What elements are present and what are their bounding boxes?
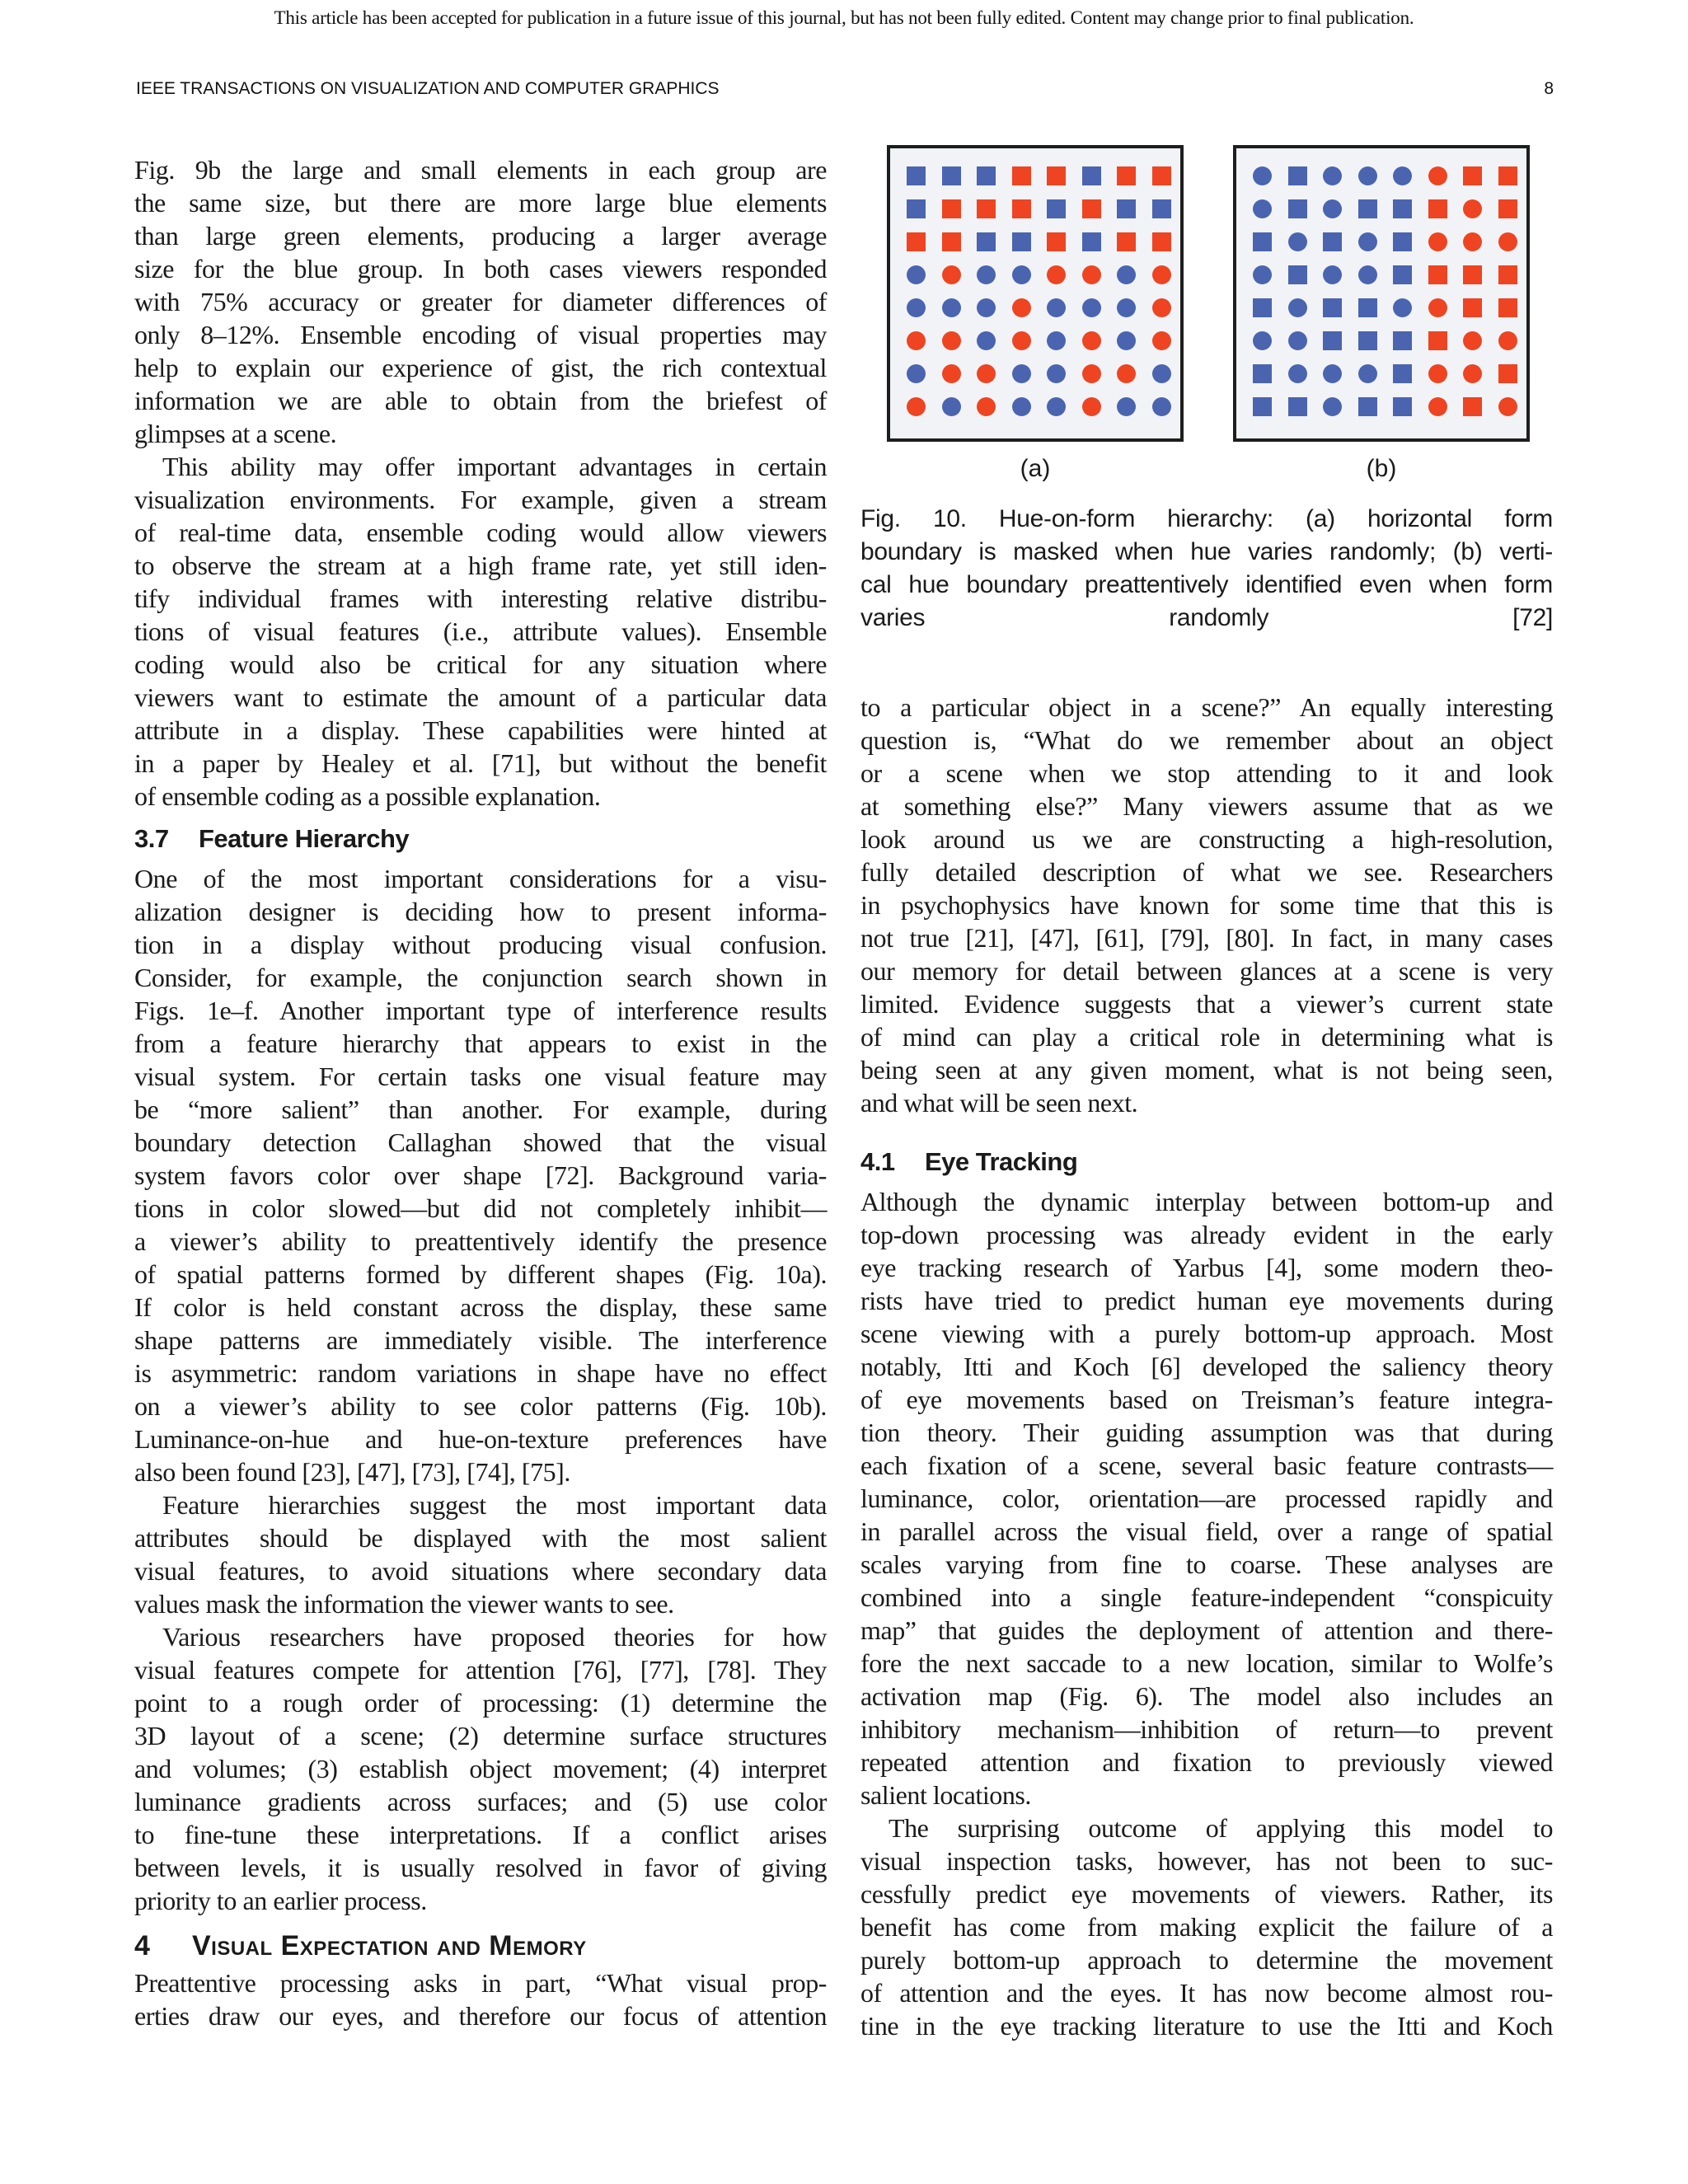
square-glyph-icon	[1393, 364, 1412, 383]
circle-glyph-icon	[1253, 199, 1272, 218]
text-line: scales varying from fine to coarse. These analyses are	[860, 1549, 1553, 1579]
text-line: fully detailed description of what we see. Researchers	[860, 857, 1553, 887]
text-line: Consider, for example, the conjunction search shown in	[134, 963, 827, 992]
text-line: This ability may offer important advantages in certain	[162, 452, 827, 481]
square-glyph-icon	[1463, 166, 1482, 185]
circle-glyph-icon	[907, 364, 926, 383]
text-line: priority to an earlier process.	[134, 1886, 427, 1915]
square-glyph-icon	[1253, 298, 1272, 317]
circle-glyph-icon	[1288, 331, 1307, 350]
square-glyph-icon	[1047, 166, 1066, 185]
square-glyph-icon	[942, 166, 961, 185]
circle-glyph-icon	[1498, 397, 1517, 416]
square-glyph-icon	[1358, 397, 1377, 416]
text-line: of spatial patterns formed by different shapes (Fig. 10a).	[134, 1259, 827, 1289]
square-glyph-icon	[1428, 265, 1447, 284]
circle-glyph-icon	[1117, 298, 1136, 317]
circle-glyph-icon	[1288, 364, 1307, 383]
text-line: map” that guides the deployment of attention and there-	[860, 1615, 1553, 1645]
circle-glyph-icon	[1012, 397, 1031, 416]
text-line: system favors color over shape [72]. Background varia-	[134, 1160, 827, 1190]
text-line: information we are able to obtain from the briefest of	[134, 386, 827, 415]
square-glyph-icon	[1323, 298, 1342, 317]
text-line: of eye movements based on Treisman’s feature integra-	[860, 1385, 1553, 1414]
square-glyph-icon	[1393, 232, 1412, 251]
text-line: question is, “What do we remember about an object	[860, 725, 1553, 755]
text-line: be “more salient” than another. For example, during	[134, 1094, 827, 1124]
square-glyph-icon	[1152, 232, 1171, 251]
text-line: tion in a display without producing visual confusion.	[134, 930, 827, 959]
circle-glyph-icon	[1082, 364, 1101, 383]
text-line: help to explain our experience of gist, the rich contextual	[134, 353, 827, 382]
paragraph	[134, 1620, 827, 1917]
shape-grid-b	[1253, 166, 1517, 416]
section-heading-3-7	[134, 823, 827, 855]
text-line: eye tracking research of Yarbus [4], some modern theo-	[860, 1253, 1553, 1282]
circle-glyph-icon	[1012, 364, 1031, 383]
text-line: the same size, but there are more large blue elements	[134, 188, 827, 218]
text-line: If color is held constant across the display, these same	[134, 1292, 827, 1322]
publication-notice: This article has been accepted for publication in a future issue of this journal, but has not been fully edited. Content may change prior to final publication.	[274, 7, 1414, 28]
square-glyph-icon	[1082, 199, 1101, 218]
section-title: Eye Tracking	[925, 1147, 1078, 1176]
circle-glyph-icon	[1253, 166, 1272, 185]
square-glyph-icon	[1117, 199, 1136, 218]
circle-glyph-icon	[1428, 166, 1447, 185]
circle-glyph-icon	[907, 298, 926, 317]
text-line: The surprising outcome of applying this model to	[889, 1813, 1553, 1843]
journal-title: IEEE TRANSACTIONS ON VISUALIZATION AND COMPUTER GRAPHICS	[136, 79, 720, 98]
text-line: values mask the information the viewer wants to see.	[134, 1589, 674, 1619]
text-line: also been found [23], [47], [73], [74], [75].	[134, 1457, 570, 1487]
circle-glyph-icon	[1253, 265, 1272, 284]
text-line: visual features, to avoid situations where secondary data	[134, 1556, 827, 1586]
text-line: and volumes; (3) establish object movement; (4) interpret	[134, 1754, 827, 1783]
text-line: cessfully predict eye movements of viewers. Rather, its	[860, 1879, 1553, 1909]
text-line: than large green elements, producing a larger average	[134, 221, 827, 251]
text-line: of mind can play a critical role in determining what is	[860, 1022, 1553, 1052]
circle-glyph-icon	[1323, 265, 1342, 284]
text-line: activation map (Fig. 6). The model also includes an	[860, 1681, 1553, 1711]
circle-glyph-icon	[1082, 397, 1101, 416]
square-glyph-icon	[1288, 265, 1307, 284]
circle-glyph-icon	[1117, 364, 1136, 383]
square-glyph-icon	[907, 232, 926, 251]
page-number: 8	[1544, 79, 1554, 98]
shape-grid-a	[907, 166, 1171, 416]
text-line: of attention and the eyes. It has now become almost rou-	[860, 1978, 1553, 2008]
square-glyph-icon	[977, 232, 996, 251]
circle-glyph-icon	[1012, 298, 1031, 317]
circle-glyph-icon	[1152, 397, 1171, 416]
square-glyph-icon	[1253, 232, 1272, 251]
text-line: coding would also be critical for any situation where	[134, 649, 827, 679]
circle-glyph-icon	[1012, 265, 1031, 284]
section-heading-4-1	[860, 1146, 1553, 1179]
square-glyph-icon	[1253, 397, 1272, 416]
text-line: to observe the stream at a high frame rate, yet still iden-	[134, 551, 827, 580]
circle-glyph-icon	[1323, 166, 1342, 185]
circle-glyph-icon	[1498, 331, 1517, 350]
circle-glyph-icon	[942, 298, 961, 317]
circle-glyph-icon	[1047, 265, 1066, 284]
circle-glyph-icon	[977, 265, 996, 284]
section-number: 4.1	[860, 1147, 895, 1176]
circle-glyph-icon	[1082, 298, 1101, 317]
figure-panel-a	[887, 145, 1184, 442]
square-glyph-icon	[1358, 331, 1377, 350]
text-line: look around us we are constructing a high-resolution,	[860, 824, 1553, 854]
circle-glyph-icon	[1428, 364, 1447, 383]
text-line: limited. Evidence suggests that a viewer’s current state	[860, 989, 1553, 1019]
square-glyph-icon	[942, 199, 961, 218]
caption-line: Fig. 10. Hue-on-form hierarchy: (a) horizontal form	[860, 505, 1553, 532]
square-glyph-icon	[1498, 364, 1517, 383]
text-line: Feature hierarchies suggest the most important data	[162, 1490, 827, 1520]
text-line: size for the blue group. In both cases viewers responded	[134, 254, 827, 284]
circle-glyph-icon	[1047, 331, 1066, 350]
square-glyph-icon	[977, 199, 996, 218]
text-line: tions of visual features (i.e., attribute values). Ensemble	[134, 616, 827, 646]
square-glyph-icon	[1428, 199, 1447, 218]
circle-glyph-icon	[1358, 232, 1377, 251]
square-glyph-icon	[907, 166, 926, 185]
circle-glyph-icon	[1152, 298, 1171, 317]
text-line: of real-time data, ensemble coding would allow viewers	[134, 518, 827, 547]
circle-glyph-icon	[1047, 364, 1066, 383]
square-glyph-icon	[1498, 166, 1517, 185]
circle-glyph-icon	[907, 397, 926, 416]
text-line: visual features compete for attention [76], [77], [78]. They	[134, 1655, 827, 1685]
chapter-heading-4	[134, 1927, 827, 1965]
right-column	[860, 691, 1553, 2042]
square-glyph-icon	[1498, 265, 1517, 284]
text-line: rists have tried to predict human eye movements during	[860, 1286, 1553, 1315]
text-line: in psychophysics have known for some time that this is	[860, 890, 1553, 920]
text-line: a viewer’s ability to preattentively identify the presence	[134, 1226, 827, 1256]
text-line: notably, Itti and Koch [6] developed the saliency theory	[860, 1352, 1553, 1381]
square-glyph-icon	[942, 232, 961, 251]
text-line: scene viewing with a purely bottom-up approach. Most	[860, 1319, 1553, 1348]
chapter-number: 4	[134, 1930, 151, 1961]
text-line: purely bottom-up approach to determine the movement	[860, 1945, 1553, 1975]
text-line: between levels, it is usually resolved in favor of giving	[134, 1853, 827, 1882]
text-line: luminance gradients across surfaces; and (5) use color	[134, 1787, 827, 1816]
text-line: is asymmetric: random variations in shape have no effect	[134, 1358, 827, 1388]
square-glyph-icon	[1152, 166, 1171, 185]
text-line: Fig. 9b the large and small elements in each group are	[134, 155, 827, 185]
left-column	[134, 153, 827, 2032]
text-line: not true [21], [47], [61], [79], [80]. In fact, in many cases	[860, 923, 1553, 953]
text-line: or a scene when we stop attending to it and look	[860, 758, 1553, 788]
circle-glyph-icon	[1498, 232, 1517, 251]
section-number: 3.7	[134, 824, 169, 853]
square-glyph-icon	[1428, 331, 1447, 350]
text-line: tion theory. Their guiding assumption was that during	[860, 1418, 1553, 1447]
square-glyph-icon	[1012, 199, 1031, 218]
text-line: with 75% accuracy or greater for diameter differences of	[134, 287, 827, 316]
square-glyph-icon	[1393, 199, 1412, 218]
text-line: alization designer is deciding how to present informa-	[134, 897, 827, 926]
text-line: and what will be seen next.	[860, 1088, 1138, 1118]
square-glyph-icon	[1358, 199, 1377, 218]
text-line: Luminance-on-hue and hue-on-texture preferences have	[134, 1424, 827, 1454]
square-glyph-icon	[1393, 397, 1412, 416]
text-line: Preattentive processing asks in part, “What visual prop-	[134, 1968, 827, 1998]
circle-glyph-icon	[1358, 265, 1377, 284]
circle-glyph-icon	[977, 298, 996, 317]
square-glyph-icon	[1358, 298, 1377, 317]
circle-glyph-icon	[1393, 298, 1412, 317]
circle-glyph-icon	[977, 364, 996, 383]
paragraph	[860, 1811, 1553, 2042]
circle-glyph-icon	[1463, 331, 1482, 350]
circle-glyph-icon	[1082, 265, 1101, 284]
square-glyph-icon	[1463, 298, 1482, 317]
square-glyph-icon	[977, 166, 996, 185]
paragraph	[134, 1966, 827, 2032]
text-line: Various researchers have proposed theories for how	[162, 1622, 827, 1652]
text-line: on a viewer’s ability to see color patterns (Fig. 10b).	[134, 1391, 827, 1421]
circle-glyph-icon	[1323, 199, 1342, 218]
circle-glyph-icon	[1152, 265, 1171, 284]
circle-glyph-icon	[942, 331, 961, 350]
paragraph	[134, 1488, 827, 1620]
paragraph	[134, 153, 827, 450]
square-glyph-icon	[1117, 166, 1136, 185]
square-glyph-icon	[907, 199, 926, 218]
text-line: attribute in a display. These capabilities were hinted at	[134, 715, 827, 745]
square-glyph-icon	[1012, 232, 1031, 251]
text-line: glimpses at a scene.	[134, 419, 337, 448]
text-line: shape patterns are immediately visible. The interference	[134, 1325, 827, 1355]
square-glyph-icon	[1463, 265, 1482, 284]
text-line: in a paper by Healey et al. [71], but without the benefit	[134, 748, 827, 778]
circle-glyph-icon	[1463, 232, 1482, 251]
circle-glyph-icon	[942, 265, 961, 284]
square-glyph-icon	[1393, 265, 1412, 284]
text-line: at something else?” Many viewers assume that as we	[860, 791, 1553, 821]
text-line: to a particular object in a scene?” An equally interesting	[860, 692, 1553, 722]
text-line: luminance, color, orientation—are processed rapidly and	[860, 1483, 1553, 1513]
caption-line: boundary is masked when hue varies randomly; (b) verti-	[860, 538, 1553, 565]
text-line: combined into a single feature-independent “conspicuity	[860, 1582, 1553, 1612]
figure-panel-b	[1233, 145, 1530, 442]
square-glyph-icon	[1047, 232, 1066, 251]
circle-glyph-icon	[1047, 298, 1066, 317]
subfigure-label-a: (a)	[1020, 455, 1051, 482]
circle-glyph-icon	[1358, 364, 1377, 383]
circle-glyph-icon	[1152, 331, 1171, 350]
text-line: 3D layout of a scene; (2) determine surface structures	[134, 1721, 827, 1750]
subfigure-label-b: (b)	[1366, 455, 1397, 482]
text-line: tine in the eye tracking literature to use the Itti and Koch	[860, 2011, 1553, 2041]
circle-glyph-icon	[1117, 331, 1136, 350]
paragraph	[134, 862, 827, 1488]
square-glyph-icon	[1288, 397, 1307, 416]
circle-glyph-icon	[1428, 397, 1447, 416]
text-line: tify individual frames with interesting relative distribu-	[134, 583, 827, 613]
circle-glyph-icon	[907, 265, 926, 284]
text-line: our memory for detail between glances at a scene is very	[860, 956, 1553, 986]
circle-glyph-icon	[1288, 232, 1307, 251]
square-glyph-icon	[1082, 166, 1101, 185]
circle-glyph-icon	[1152, 364, 1171, 383]
square-glyph-icon	[1012, 166, 1031, 185]
text-line: One of the most important considerations for a visu-	[134, 864, 827, 893]
circle-glyph-icon	[1082, 331, 1101, 350]
text-line: visualization environments. For example, given a stream	[134, 485, 827, 514]
square-glyph-icon	[1253, 364, 1272, 383]
caption-line: varies randomly [72]	[860, 604, 1553, 631]
text-line: erties draw our eyes, and therefore our focus of attention	[134, 2001, 827, 2031]
text-line: tions in color slowed—but did not completely inhibit—	[134, 1193, 827, 1223]
circle-glyph-icon	[977, 331, 996, 350]
text-line: from a feature hierarchy that appears to exist in the	[134, 1029, 827, 1058]
circle-glyph-icon	[1117, 397, 1136, 416]
circle-glyph-icon	[1323, 364, 1342, 383]
text-line: being seen at any given moment, what is not being seen,	[860, 1055, 1553, 1085]
text-line: of ensemble coding as a possible explanation.	[134, 781, 601, 811]
chapter-title: Visual Expectation and Memory	[192, 1930, 587, 1961]
circle-glyph-icon	[1288, 298, 1307, 317]
figure-caption	[860, 503, 1553, 635]
square-glyph-icon	[1498, 199, 1517, 218]
circle-glyph-icon	[1323, 397, 1342, 416]
square-glyph-icon	[1288, 199, 1307, 218]
square-glyph-icon	[1323, 331, 1342, 350]
circle-glyph-icon	[907, 331, 926, 350]
circle-glyph-icon	[1428, 232, 1447, 251]
square-glyph-icon	[1393, 331, 1412, 350]
text-line: salient locations.	[860, 1780, 1031, 1810]
text-line: boundary detection Callaghan showed that the visual	[134, 1127, 827, 1157]
running-header	[136, 79, 1554, 99]
square-glyph-icon	[1047, 199, 1066, 218]
section-title: Feature Hierarchy	[199, 824, 410, 853]
text-line: in parallel across the visual field, over a range of spatial	[860, 1516, 1553, 1546]
circle-glyph-icon	[1253, 331, 1272, 350]
circle-glyph-icon	[977, 397, 996, 416]
text-line: visual inspection tasks, however, has not been to suc-	[860, 1846, 1553, 1876]
circle-glyph-icon	[1428, 298, 1447, 317]
text-line: only 8–12%. Ensemble encoding of visual properties may	[134, 320, 827, 349]
square-glyph-icon	[1463, 397, 1482, 416]
circle-glyph-icon	[1047, 397, 1066, 416]
circle-glyph-icon	[1463, 364, 1482, 383]
caption-line: cal hue boundary preattentively identified even when form	[860, 571, 1553, 598]
text-line: Figs. 1e–f. Another important type of interference results	[134, 996, 827, 1025]
text-line: inhibitory mechanism—inhibition of return—to prevent	[860, 1714, 1553, 1744]
text-line: fore the next saccade to a new location, similar to Wolfe’s	[860, 1648, 1553, 1678]
text-line: attributes should be displayed with the most salient	[134, 1523, 827, 1553]
circle-glyph-icon	[942, 397, 961, 416]
text-line: benefit has come from making explicit the failure of a	[860, 1912, 1553, 1942]
square-glyph-icon	[1323, 232, 1342, 251]
text-line: Although the dynamic interplay between bottom-up and	[860, 1187, 1553, 1216]
square-glyph-icon	[1117, 232, 1136, 251]
square-glyph-icon	[1082, 232, 1101, 251]
circle-glyph-icon	[942, 364, 961, 383]
square-glyph-icon	[1152, 199, 1171, 218]
circle-glyph-icon	[1117, 265, 1136, 284]
text-line: visual system. For certain tasks one visual feature may	[134, 1062, 827, 1091]
paragraph	[134, 450, 827, 813]
circle-glyph-icon	[1358, 166, 1377, 185]
paragraph	[860, 1185, 1553, 1811]
text-line: top-down processing was already evident in the early	[860, 1220, 1553, 1249]
square-glyph-icon	[1498, 298, 1517, 317]
circle-glyph-icon	[1463, 199, 1482, 218]
text-line: each fixation of a scene, several basic feature contrasts—	[860, 1451, 1553, 1480]
text-line: repeated attention and fixation to previously viewed	[860, 1747, 1553, 1777]
square-glyph-icon	[1288, 166, 1307, 185]
text-line: point to a rough order of processing: (1) determine the	[134, 1688, 827, 1718]
circle-glyph-icon	[1393, 166, 1412, 185]
paragraph	[860, 691, 1553, 1119]
text-line: to fine-tune these interpretations. If a conflict arises	[134, 1820, 827, 1849]
text-line: viewers want to estimate the amount of a particular data	[134, 682, 827, 712]
circle-glyph-icon	[1012, 331, 1031, 350]
